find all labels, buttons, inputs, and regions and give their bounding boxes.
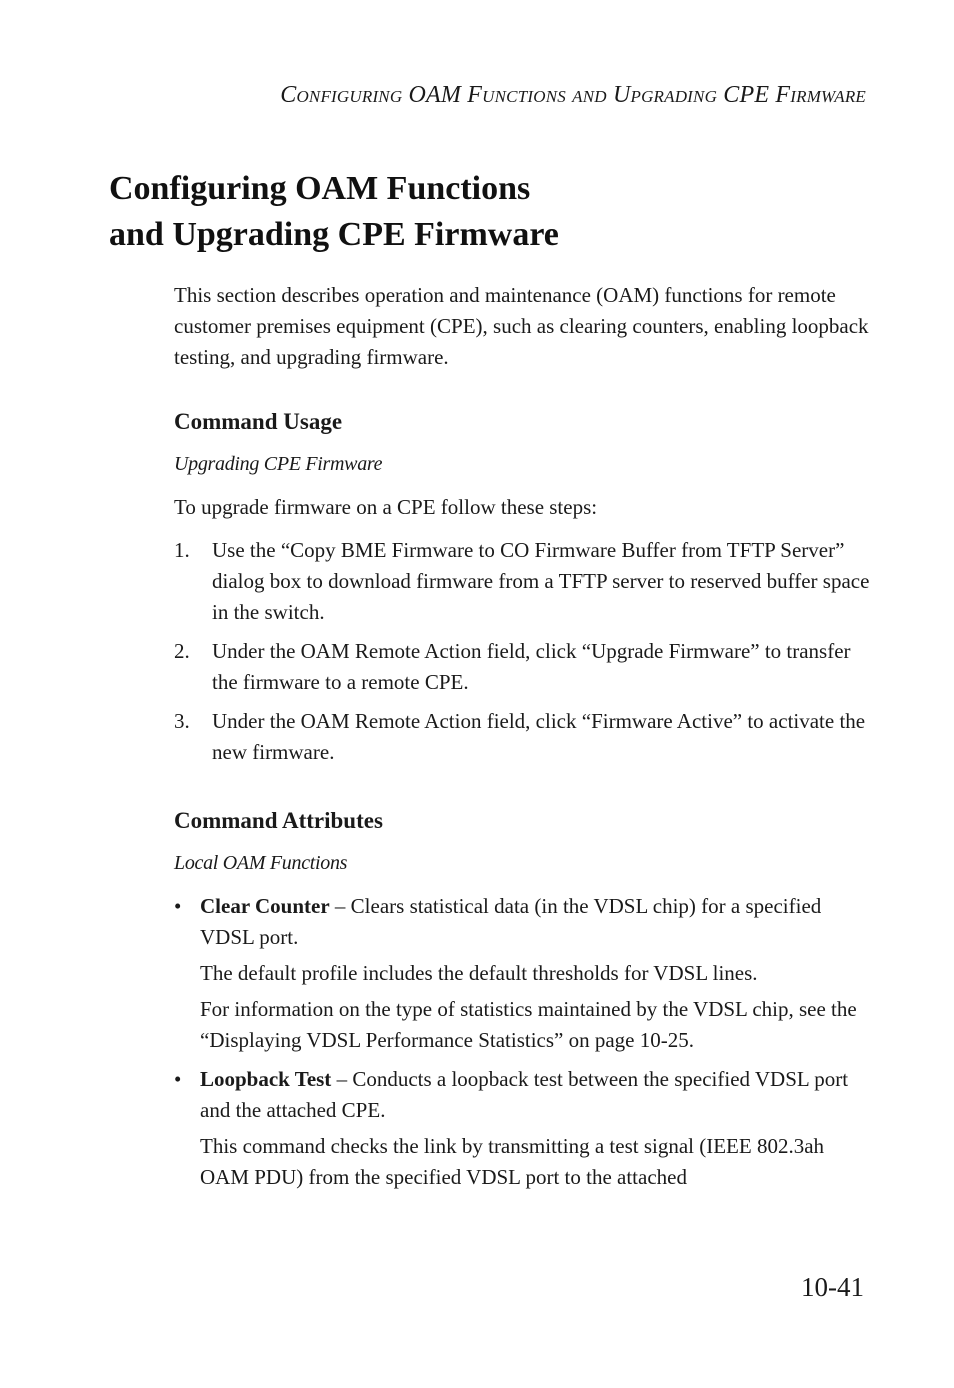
running-header: Configuring OAM Functions and Upgrading CPE Firmware <box>280 82 866 108</box>
section-title-line1: Configuring OAM Functions <box>109 170 531 207</box>
page-content <box>174 280 874 1201</box>
detail-paragraph: This command checks the link by transmitting a test signal (IEEE 802.3ah OAM PDU) from the specified VDSL port to the attached <box>200 1134 825 1189</box>
command-usage-heading: Command Usage <box>174 409 343 434</box>
upgrade-steps-list <box>174 535 874 768</box>
section-title <box>109 166 829 258</box>
step-number: 2. <box>174 639 190 663</box>
step-text: Use the “Copy BME Firmware to CO Firmware Buffer from TFTP Server” dialog box to download firmware from a TFTP server to reserved buffer space in the switch. <box>212 538 870 624</box>
upgrading-cpe-firmware-label: Upgrading CPE Firmware <box>174 453 383 475</box>
term-description: – Clears statistical data (in the VDSL chip) for a specified VDSL port. <box>200 894 822 949</box>
term-loopback-test: Loopback Test <box>200 1067 332 1091</box>
intro-paragraph: This section describes operation and maintenance (OAM) functions for remote customer premises equipment (CPE), such as clearing counters, enabling loopback testing, and upgrading firmware. <box>174 283 869 369</box>
bullet-icon: • <box>174 894 182 918</box>
list-item <box>174 1064 874 1193</box>
page-number: 10-41 <box>801 1272 864 1302</box>
detail-paragraph: For information on the type of statistics maintained by the VDSL chip, see the “Displaying VDSL Performance Statistics” on page 10-25. <box>200 997 857 1052</box>
term-clear-counter: Clear Counter <box>200 894 330 918</box>
list-item <box>174 636 874 698</box>
steps-lead: To upgrade firmware on a CPE follow these steps: <box>174 495 598 519</box>
list-item <box>174 535 874 628</box>
command-attributes-heading: Command Attributes <box>174 808 383 833</box>
list-item <box>174 706 874 768</box>
step-text: Under the OAM Remote Action field, click “Firmware Active” to activate the new firmware. <box>212 709 866 764</box>
term-description: – Conducts a loopback test between the specified VDSL port and the attached CPE. <box>200 1067 849 1122</box>
attributes-list <box>174 891 874 1193</box>
bullet-icon: • <box>174 1067 182 1091</box>
step-number: 3. <box>174 709 190 733</box>
section-title-line2: and Upgrading CPE Firmware <box>109 216 559 253</box>
step-number: 1. <box>174 538 190 562</box>
detail-paragraph: The default profile includes the default thresholds for VDSL lines. <box>200 961 758 985</box>
local-oam-functions-label: Local OAM Functions <box>174 852 348 874</box>
list-item <box>174 891 874 1056</box>
step-text: Under the OAM Remote Action field, click “Upgrade Firmware” to transfer the firmware to a remote CPE. <box>212 639 851 694</box>
